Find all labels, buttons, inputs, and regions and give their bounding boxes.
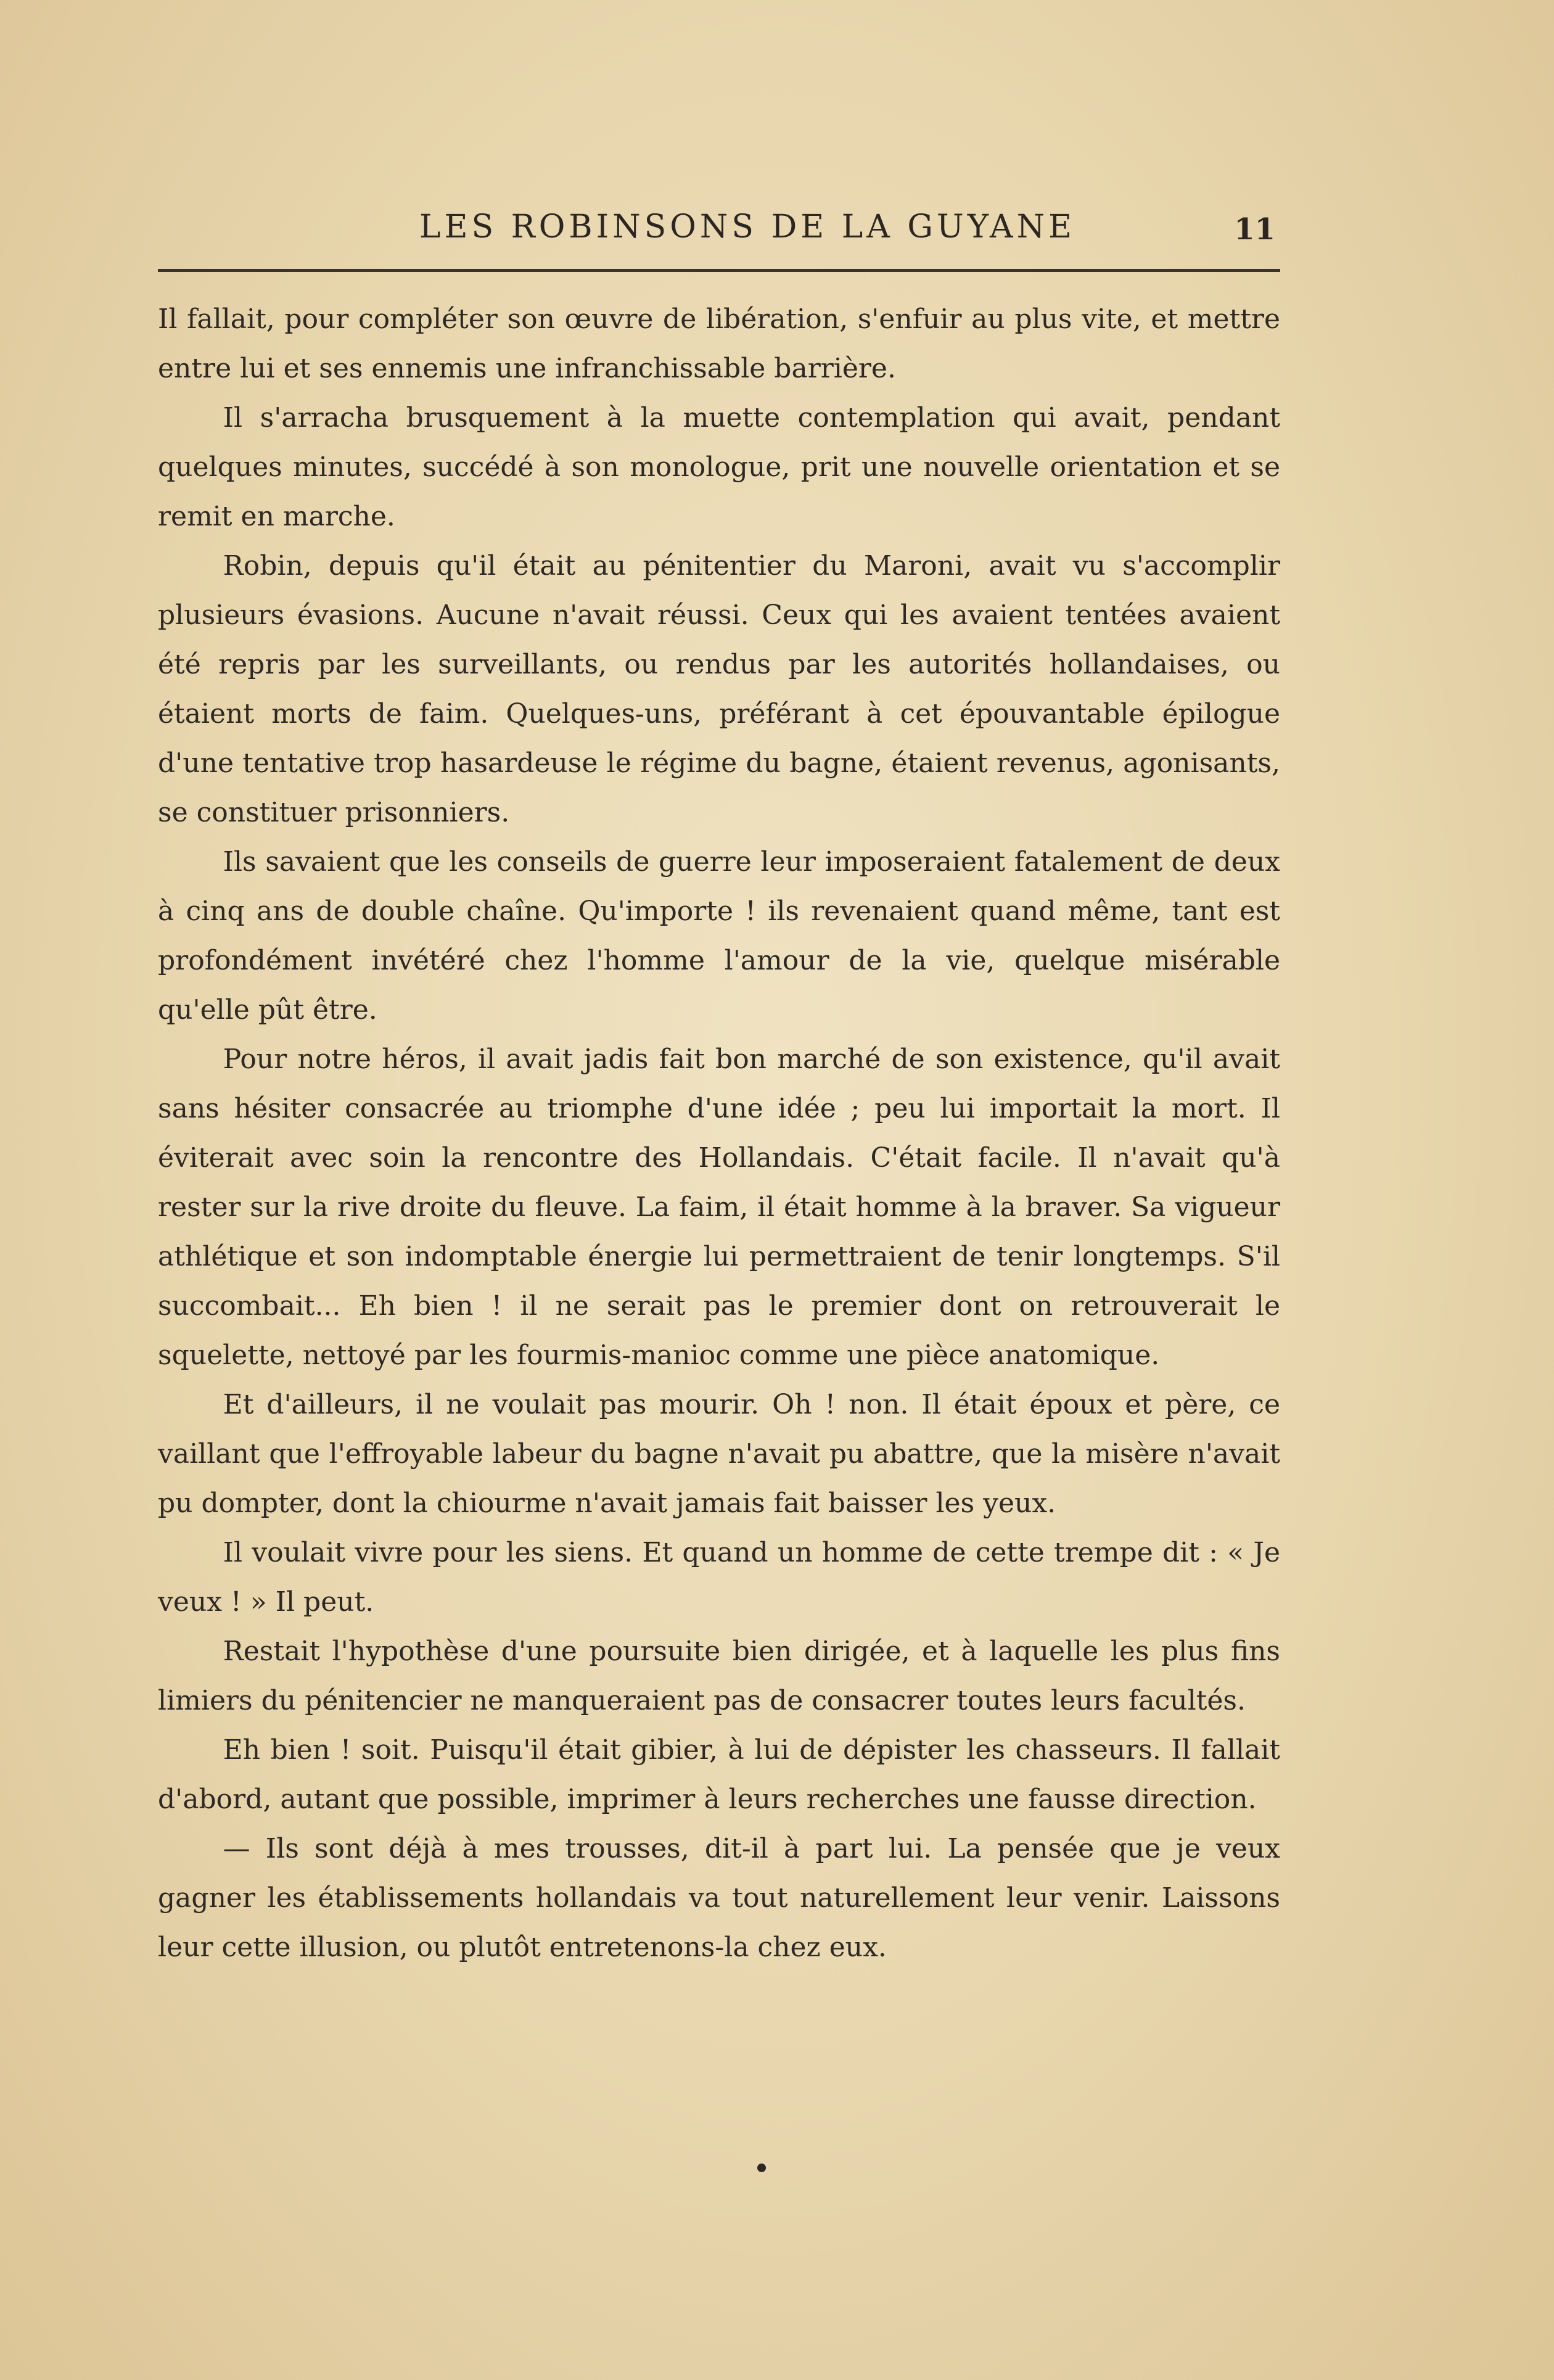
page-ornament-dot: [757, 2164, 766, 2172]
paragraph-10: — Ils sont déjà à mes trousses, dit-il à part lui. La pensée que je veux gagner les établissements hollandais va tout naturellement leur venir. Laissons leur cette illusion, ou plutôt entretenons-la chez eux.: [158, 1833, 1280, 1963]
running-head: [158, 204, 1280, 253]
paragraph-3: Robin, depuis qu'il était au pénitentier du Maroni, avait vu s'accomplir plusieurs évasions. Aucune n'avait réussi. Ceux qui les avaient tentées avaient été repris par les surveillants, ou rendus par les autorités hollandaises, ou étaient morts de faim. Quelques-uns, préférant à cet épouvantable épilogue d'une tentative trop hasardeuse le régime du bagne, étaient revenus, agonisants, se constituer prisonniers.: [158, 550, 1280, 828]
paragraph-7: Il voulait vivre pour les siens. Et quand un homme de cette trempe dit : « Je veux ! » Il peut.: [158, 1537, 1280, 1618]
paragraph-9: Eh bien ! soit. Puisqu'il était gibier, à lui de dépister les chasseurs. Il fallait d'abord, autant que possible, imprimer à leurs recherches une fausse direction.: [158, 1734, 1280, 1815]
running-title: LES ROBINSONS DE LA GUYANE: [419, 208, 1076, 245]
paragraph-4: Ils savaient que les conseils de guerre leur imposeraient fatalement de deux à cinq ans de double chaîne. Qu'importe ! ils revenaient quand même, tant est profondément invétéré chez l'homme l'amour de la vie, quelque misérable qu'elle pût être.: [158, 846, 1280, 1026]
body-text: [158, 295, 1280, 1972]
page-number: 11: [1234, 212, 1275, 247]
paragraph-6: Et d'ailleurs, il ne voulait pas mourir. Oh ! non. Il était époux et père, ce vaillant que l'effroyable labeur du bagne n'avait pu abattre, que la misère n'avait pu dompter, dont la chiourme n'avait jamais fait baisser les yeux.: [158, 1389, 1280, 1519]
paragraph-1: Il fallait, pour compléter son œuvre de libération, s'enfuir au plus vite, et mettre entre lui et ses ennemis une infranchissable barrière.: [158, 303, 1280, 384]
paragraph-8: Restait l'hypothèse d'une poursuite bien dirigée, et à laquelle les plus fins limiers du pénitencier ne manqueraient pas de consacrer toutes leurs facultés.: [158, 1636, 1280, 1716]
paragraph-2: Il s'arracha brusquement à la muette contemplation qui avait, pendant quelques minutes, succédé à son monologue, prit une nouvelle orientation et se remit en marche.: [158, 402, 1280, 532]
paragraph-5: Pour notre héros, il avait jadis fait bon marché de son existence, qu'il avait sans hésiter consacrée au triomphe d'une idée ; peu lui importait la mort. Il éviterait avec soin la rencontre des Hollandais. C'était facile. Il n'avait qu'à rester sur la rive droite du fleuve. La faim, il était homme à la braver. Sa vigueur athlétique et son indomptable énergie lui permettraient de tenir longtemps. S'il succombait... Eh bien ! il ne serait pas le premier dont on retrouverait le squelette, nettoyé par les fourmis-manioc comme une pièce anatomique.: [158, 1044, 1280, 1371]
header-rule: [158, 269, 1280, 272]
